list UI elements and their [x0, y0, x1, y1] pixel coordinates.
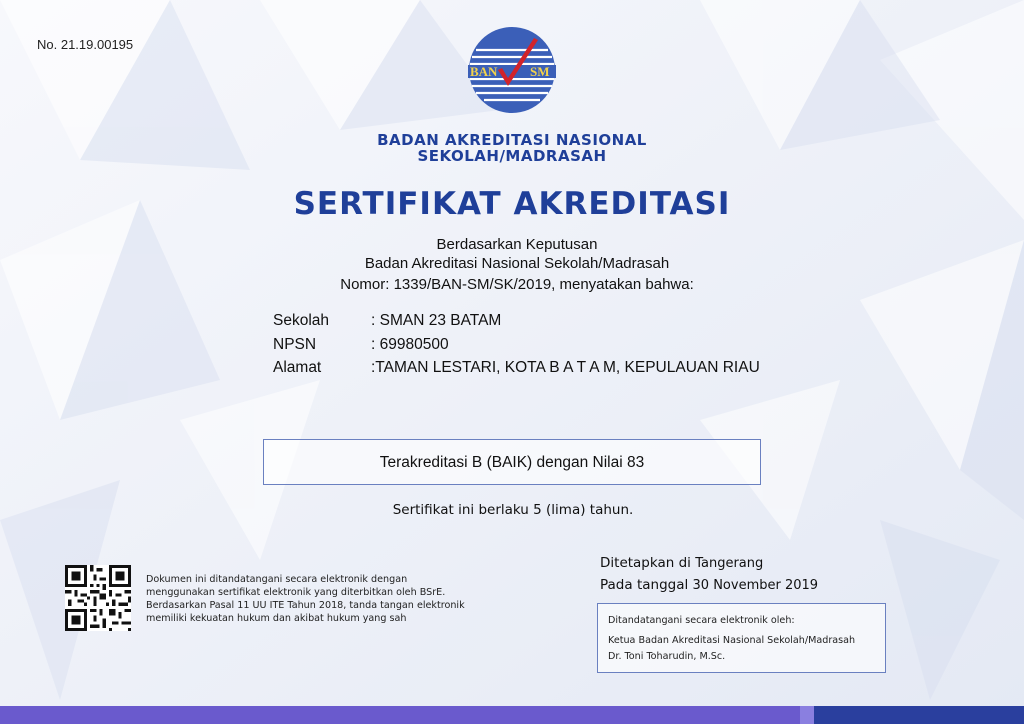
notice-line: Dokumen ini ditandatangani secara elektronik dengan	[146, 574, 408, 585]
certificate-title: SERTIFIKAT AKREDITASI	[293, 186, 731, 222]
logo-text-sm: SM	[530, 64, 550, 79]
basis-line2: Badan Akreditasi Nasional Sekolah/Madrasah	[364, 255, 670, 272]
signature-line2: Ketua Badan Akreditasi Nasional Sekolah/Madrasah	[608, 635, 856, 646]
issued-place-value: Tangerang	[695, 556, 764, 571]
signature-line3: Dr. Toni Toharudin, M.Sc.	[608, 651, 726, 662]
accreditation-result-box	[263, 439, 761, 485]
npsn-label: NPSN	[273, 336, 317, 353]
notice-line: memiliki kekuatan hukum dan akibat hukum yang sah	[146, 613, 407, 624]
electronic-signature-notice	[146, 573, 465, 625]
school-name-row	[273, 312, 501, 330]
ban-sm-logo	[468, 26, 556, 114]
organization-name-line1: BADAN AKREDITASI NASIONAL	[377, 131, 647, 149]
school-name-value: : SMAN 23 BATAM	[371, 312, 502, 329]
issued-date	[600, 577, 818, 593]
signature-box	[597, 603, 886, 673]
issued-date-label: Pada tanggal	[600, 577, 689, 593]
logo-text-ban: BAN	[470, 64, 498, 79]
address-row	[273, 359, 760, 377]
footer-bar	[0, 706, 1024, 724]
certificate-number: No. 21.19.00195	[37, 37, 134, 52]
school-name-label: Sekolah	[273, 312, 330, 329]
issued-place	[600, 555, 763, 571]
basis-line1: Berdasarkan Keputusan	[436, 236, 598, 253]
basis-line3: Nomor: 1339/BAN-SM/SK/2019, menyatakan bahwa:	[340, 276, 694, 293]
address-value: :TAMAN LESTARI, KOTA B A T A M, KEPULAUAN RIAU	[371, 359, 760, 376]
validity-statement: Sertifikat ini berlaku 5 (lima) tahun.	[392, 502, 634, 518]
qr-code	[65, 565, 131, 631]
notice-line: Berdasarkan Pasal 11 UU ITE Tahun 2018, tanda tangan elektronik	[146, 600, 465, 611]
npsn-row	[273, 336, 449, 354]
accreditation-result: Terakreditasi B (BAIK) dengan Nilai 83	[379, 454, 645, 471]
issued-place-label: Ditetapkan di	[600, 555, 691, 571]
organization-name-line2: SEKOLAH/MADRASAH	[417, 147, 607, 165]
address-label: Alamat	[273, 359, 322, 376]
signature-line1: Ditandatangani secara elektronik oleh:	[608, 615, 795, 626]
notice-line: menggunakan sertifikat elektronik yang diterbitkan oleh BSrE.	[146, 587, 446, 598]
npsn-value: : 69980500	[371, 336, 449, 353]
issued-date-value: 30 November 2019	[692, 578, 819, 593]
